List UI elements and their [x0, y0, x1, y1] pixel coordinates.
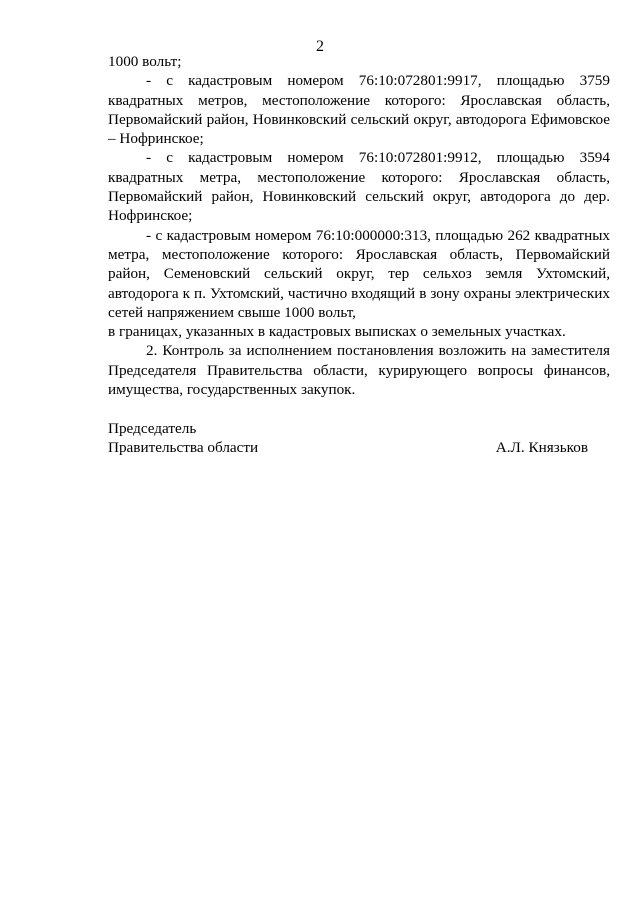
document-body: [108, 52, 610, 399]
paragraph-boundaries: в границах, указанных в кадастровых выписках о земельных участках.: [108, 323, 566, 341]
list-item-parcel-9912: - с кадастровым номером 76:10:072801:9912, площадью 3594 квадратных метра, местоположение которого: Ярославская область, Первомайский район, Новинковский сельский округ, автодорога до дер. Нофринское;: [108, 149, 610, 225]
signatory-position-line2: Правительства области: [108, 439, 259, 457]
list-item-parcel-313: - с кадастровым номером 76:10:000000:313, площадью 262 квадратных метра, местоположение которого: Ярославская область, Первомайский район, Семеновский сельский округ, тер сельхоз земля Ухтомский, автодорога к п. Ухтомский, частично входящий в зону охраны электрических сетей напряжением свыше 1000 вольт,: [108, 226, 610, 321]
signature-block: [108, 419, 588, 458]
paragraph-control-clause: 2. Контроль за исполнением постановления возложить на заместителя Председателя Правительства области, курирующего вопросы финансов, имущества, государственных закупок.: [108, 342, 610, 399]
page-number: 2: [316, 38, 324, 55]
paragraph-continuation: 1000 вольт;: [108, 53, 182, 70]
signatory-name: А.Л. Князьков: [495, 439, 588, 457]
list-item-parcel-9917: - с кадастровым номером 76:10:072801:9917, площадью 3759 квадратных метров, местоположение которого: Ярославская область, Первомайский район, Новинковский сельский округ, автодорога Ефимовское – Нофринское;: [108, 72, 610, 148]
signatory-position-line1: Председатель: [108, 420, 197, 437]
